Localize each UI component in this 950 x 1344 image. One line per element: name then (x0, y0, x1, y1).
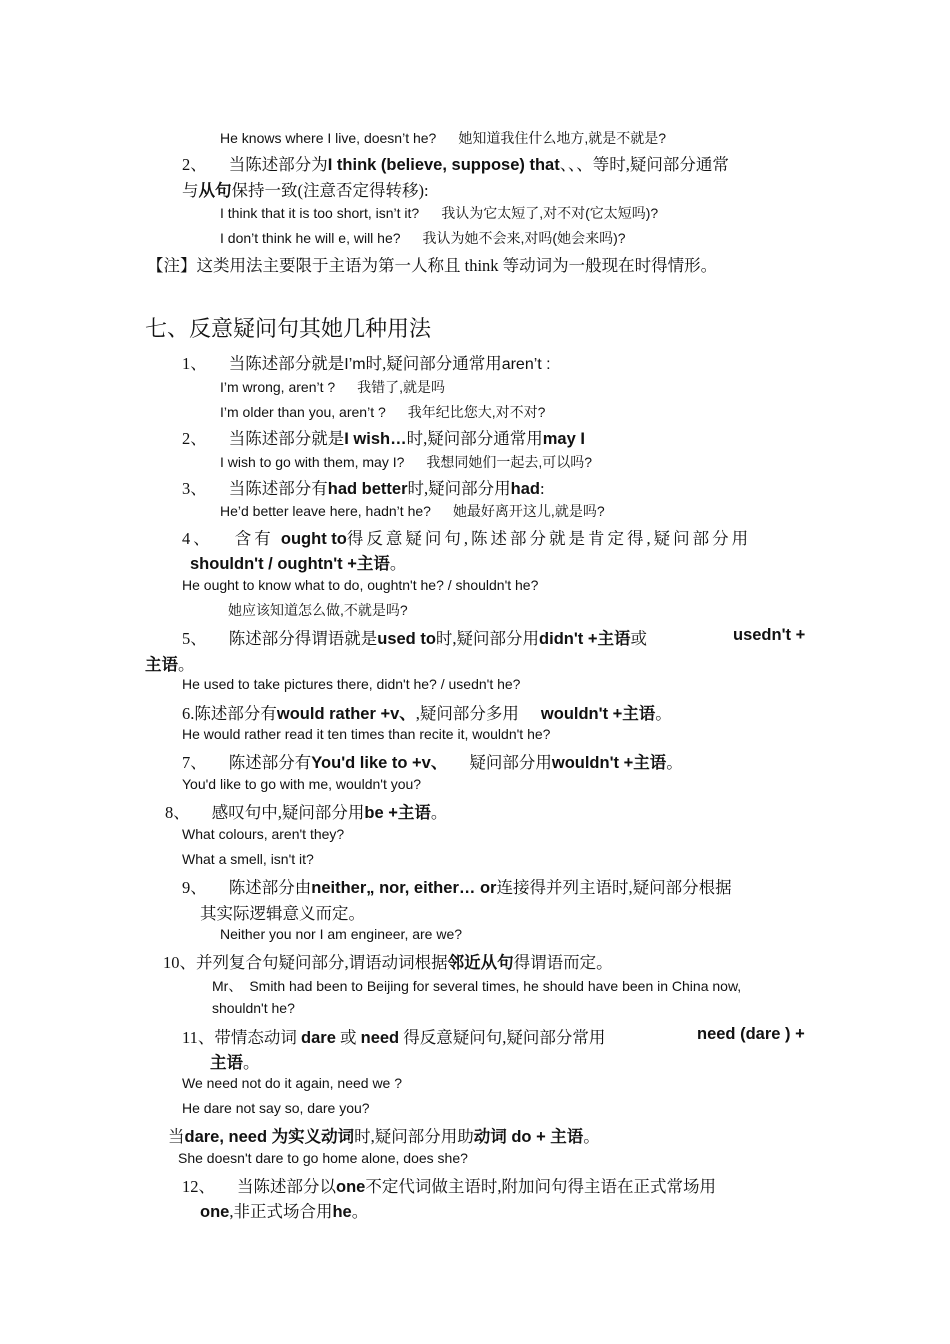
example-sentence: I don’t think he will e, will he? 我认为她不会来,对吗(她会来吗)? (220, 230, 626, 246)
rule-item-11-tail: need (dare ) + (697, 1025, 805, 1043)
example-sentence: I wish to go with them, may I? 我想同她们一起去,可以吗? (220, 454, 593, 470)
rule-item-11-note: 当dare, need 为实义动词时,疑问部分用助动词 do + 主语。 (168, 1127, 600, 1146)
rule-item-12-cont: one,非正式场合用he。 (200, 1202, 369, 1221)
rule-item-2: 2、 当陈述部分就是I wish…时,疑问部分通常用may I (182, 429, 585, 448)
example-sentence: He dare not say so, dare you? (182, 1100, 370, 1116)
example-sentence: I think that it is too short, isn’t it? 我认为它太短了,对不对(它太短吗)? (220, 205, 659, 221)
example-translation: 她应该知道怎么做,不就是吗? (228, 602, 408, 618)
example-sentence: She doesn't dare to go home alone, does she? (178, 1150, 468, 1166)
rule-item-7: 7、 陈述部分有You'd like to +v、 疑问部分用wouldn't +主语。 (182, 753, 683, 772)
rule-item-11-cont: 主语。 (210, 1053, 260, 1072)
rule-item-2-cont: 与从句保持一致(注意否定得转移): (182, 181, 429, 200)
example-sentence: You'd like to go with me, wouldn't you? (182, 776, 422, 792)
rule-item-1: 1、 当陈述部分就是I’m时,疑问部分通常用aren’t : (182, 354, 551, 373)
rule-item-8: 8、 感叹句中,疑问部分用be +主语。 (165, 803, 448, 822)
rule-item-12: 12、 当陈述部分以one不定代词做主语时,附加问句得主语在正式常场用 (182, 1177, 716, 1196)
rule-item-5-cont: 主语。 (145, 655, 195, 674)
rule-item-10: 10、并列复合句疑问部分,谓语动词根据邻近从句得谓语而定。 (163, 953, 613, 972)
rule-item-4-cont: shouldn't / oughtn't +主语。 (190, 554, 407, 573)
rule-item-4: 4、 含有 ought to得反意疑问句,陈述部分就是肯定得,疑问部分用 (182, 529, 752, 548)
rule-item-5: 5、 陈述部分得谓语就是used to时,疑问部分用didn't +主语或 (182, 629, 648, 648)
rule-item-5-tail: usedn't + (733, 626, 806, 644)
note-text: 【注】这类用法主要限于主语为第一人称且 think 等动词为一般现在时得情形。 (147, 256, 718, 275)
example-sentence: He would rather read it ten times than recite it, wouldn't he? (182, 726, 551, 742)
rule-item-9: 9、 陈述部分由neither„ nor, either… or连接得并列主语时,疑问部分根据 (182, 878, 732, 897)
example-sentence: He used to take pictures there, didn't he? / usedn't he? (182, 676, 521, 692)
example-sentence: We need not do it again, need we ? (182, 1075, 403, 1091)
rule-item-3: 3、 当陈述部分有had better时,疑问部分用had: (182, 479, 545, 498)
example-sentence: What colours, aren't they? (182, 826, 345, 842)
section-heading: 七、反意疑问句其她几种用法 (145, 316, 432, 341)
example-sentence: Mr、 Smith had been to Beijing for several times, he should have been in China now, (212, 978, 742, 994)
example-sentence: What a smell, isn't it? (182, 851, 314, 867)
example-sentence: He knows where I live, doesn’t he? 她知道我住什么地方,就是不就是? (220, 130, 667, 146)
example-sentence-cont: shouldn't he? (212, 1000, 295, 1016)
rule-item-9-cont: 其实际逻辑意义而定。 (200, 904, 365, 923)
example-sentence: I’m older than you, aren’t ? 我年纪比您大,对不对? (220, 404, 546, 420)
example-sentence: He’d better leave here, hadn’t he? 她最好离开这儿,就是吗? (220, 503, 605, 519)
example-sentence: He ought to know what to do, oughtn't he? / shouldn't he? (182, 577, 539, 593)
rule-item-11: 11、带情态动词 dare 或 need 得反意疑问句,疑问部分常用 (182, 1028, 606, 1047)
rule-item-6: 6.陈述部分有would rather +v、,疑问部分多用 wouldn't +主语。 (182, 704, 672, 723)
rule-item-2: 2、 当陈述部分为I think (believe, suppose) that、、、等时,疑问部分通常 (182, 155, 729, 174)
example-sentence: Neither you nor I am engineer, are we? (220, 926, 463, 942)
example-sentence: I’m wrong, aren’t ? 我错了,就是吗 (220, 379, 446, 395)
